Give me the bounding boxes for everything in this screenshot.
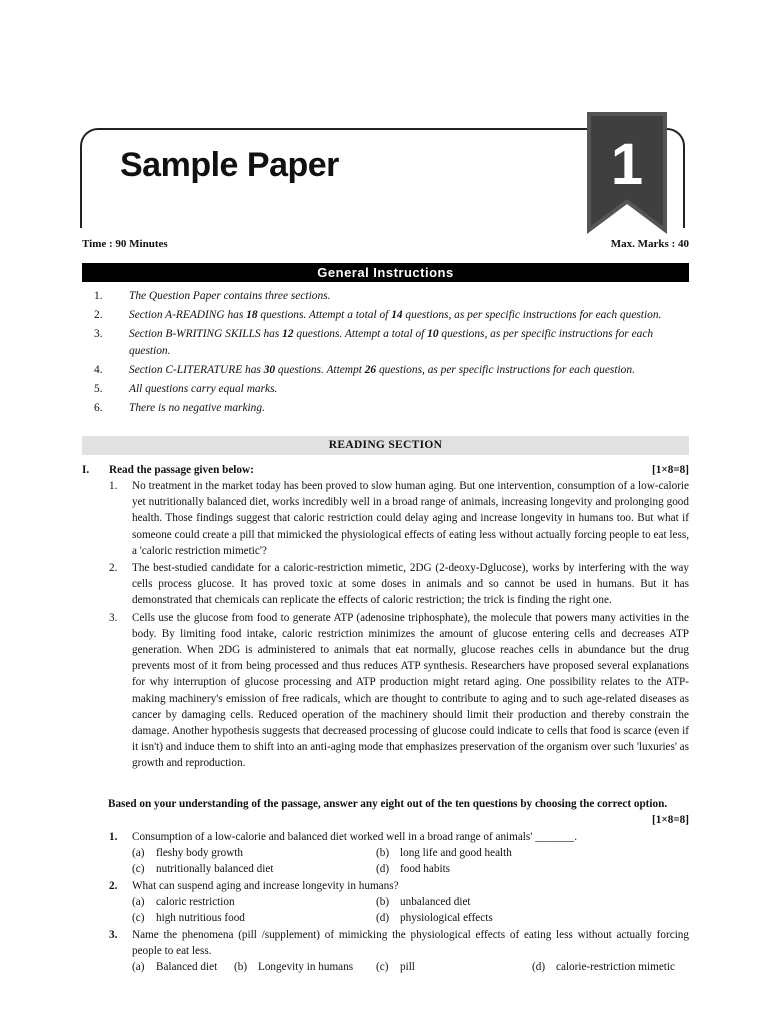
instruction-item <box>82 362 689 379</box>
mcq-text: Consumption of a low-calorie and balanced diet worked well in a broad range of animals' _______. <box>132 831 578 843</box>
max-marks-label: Max. Marks : 40 <box>610 238 689 250</box>
instruction-item <box>82 326 689 359</box>
option-label: (d) <box>532 961 546 973</box>
option-text: fleshy body growth <box>156 847 244 859</box>
instruction-item <box>82 381 689 398</box>
question-number: I. <box>82 464 90 476</box>
option-label: (b) <box>234 961 248 973</box>
mcq-options-row <box>82 845 689 861</box>
option-label: (c) <box>132 912 145 924</box>
option-label: (d) <box>376 912 390 924</box>
paragraph-text: No treatment in the market today has been proved to slow human aging. But one intervention, consumption of a low-calorie yet nutritionally balanced diet, works incredibly well in a broad range of animals, increasing longevity and prolonging good health. Those findings suggest that caloric restriction could delay aging and increase longevity in humans too. But what if someone could create a pill that mimicked the physiological effects of eating less without actually forcing people to eat less, a 'caloric restriction mimetic'? <box>132 480 689 557</box>
paragraph-text: Cells use the glucose from food to generate ATP (adenosine triphosphate), the molecule that powers many activities in the body. By limiting food intake, caloric restriction minimizes the amount of glucose entering cells and decreases ATP generation. When 2DG is administered to animals that eat normally, glucose reaches cells in abundance but the drug prevents most of it from being processed and thus reduces ATP synthesis. Researchers have proposed several explanations for why interruption of glucose processing and ATP production might retard aging. One possibility relates to the ATP-making machinery's emission of free radicals, which are thought to contribute to aging and to such age-related diseases as cancer by damaging cells. Reduced operation of the machinery should limit their production and thereby constrain the damage. Another hypothesis suggests that decreased processing of glucose could indicate to cells that food is scarce (even if it isn't) and induce them to shift into an anti-aging mode that emphasizes preservation of the organism over such 'luxuries' as growth and reproduction. <box>132 611 690 770</box>
paragraph-number: 3. <box>109 611 118 624</box>
option-text: caloric restriction <box>156 896 235 908</box>
mcq-option <box>132 894 235 910</box>
passage-paragraph <box>82 610 689 772</box>
instructions-list <box>82 288 689 419</box>
paragraph-number: 1. <box>109 480 118 492</box>
instruction-number: 5. <box>94 382 103 395</box>
mcq-option <box>376 959 415 975</box>
instruction-text: Section B-WRITING SKILLS has 12 questions. Attempt a total of 10 questions, as per specific instructions for each question. <box>129 328 654 357</box>
instruction-number: 2. <box>94 309 103 321</box>
option-text: food habits <box>400 863 451 875</box>
option-label: (c) <box>376 961 389 973</box>
instruction-text: All questions carry equal marks. <box>129 382 278 395</box>
mcq-number: 3. <box>109 929 118 941</box>
mcq-options-row <box>82 894 689 910</box>
page-title: Sample Paper <box>120 146 339 184</box>
mcq-text: What can suspend aging and increase longevity in humans? <box>132 880 399 892</box>
instruction-text: There is no negative marking. <box>129 401 265 414</box>
option-label: (a) <box>132 896 145 908</box>
instruction-text: Section C-LITERATURE has 30 questions. Attempt 26 questions, as per specific instructions for each question. <box>129 363 635 376</box>
mcq-question <box>82 927 689 975</box>
instruction-item <box>82 400 689 417</box>
mcq-options-row <box>82 861 689 877</box>
option-text: pill <box>400 961 415 973</box>
mcq-text: Name the phenomena (pill /supplement) of mimicking the physiological effects of eating less without actually forcing people to eat less. <box>132 929 689 957</box>
question-marks: [1×8=8] <box>652 464 689 476</box>
instruction-item <box>82 288 689 305</box>
mcq-options-row <box>82 910 689 926</box>
instruction-number: 4. <box>94 363 103 376</box>
option-text: long life and good health <box>400 847 512 859</box>
option-label: (c) <box>132 863 145 875</box>
reading-section-heading: READING SECTION <box>82 436 689 455</box>
option-text: unbalanced diet <box>400 896 471 908</box>
option-label: (a) <box>132 847 145 859</box>
mcq-number: 1. <box>109 831 118 843</box>
mcq-option <box>376 861 450 877</box>
passage-paragraph <box>82 478 689 559</box>
question-header <box>82 462 689 478</box>
instruction-text: The Question Paper contains three sections. <box>129 290 331 302</box>
mcq-question <box>82 829 689 877</box>
mcq-option <box>132 861 273 877</box>
mcq-number: 2. <box>109 880 118 892</box>
mcq-option <box>532 959 675 975</box>
instruction-text: Section A-READING has 18 questions. Attempt a total of 14 questions, as per specific instructions for each question. <box>129 309 662 321</box>
mcq-option <box>376 910 493 926</box>
question-label: Read the passage given below: <box>109 464 254 476</box>
mcq-option <box>132 845 243 861</box>
mcq-question <box>82 878 689 926</box>
meta-row <box>82 238 689 252</box>
instruction-number: 3. <box>94 328 103 340</box>
option-text: physiological effects <box>400 912 493 924</box>
mcq-option <box>132 910 245 926</box>
option-label: (b) <box>376 847 390 859</box>
paragraph-text: The best-studied candidate for a caloric-restriction mimetic, 2DG (2-deoxy-Dglucose), works by interfering with the way cells process glucose. It has proved toxic at some doses in animals and so cannot be used in humans. But it has demonstrated that chemicals can replicate the effects of caloric restriction; the trick is finding the right one. <box>132 562 689 607</box>
option-label: (b) <box>376 896 390 908</box>
instruction-number: 6. <box>94 401 103 414</box>
instruction-marks: [1×8=8] <box>652 814 689 826</box>
option-text: Longevity in humans <box>258 961 354 973</box>
passage <box>82 478 689 773</box>
passage-paragraph <box>82 560 689 609</box>
mcq-option <box>376 845 512 861</box>
option-text: calorie-restriction mimetic <box>556 961 675 973</box>
mcq-option <box>234 959 353 975</box>
mcq-options-row <box>82 959 689 975</box>
paper-number: 1 <box>610 132 644 197</box>
option-text: Balanced diet <box>156 961 218 973</box>
paragraph-number: 2. <box>109 562 118 575</box>
time-label: Time : 90 Minutes <box>82 238 168 250</box>
mcq-list <box>82 829 689 976</box>
option-text: nutritionally balanced diet <box>156 863 274 875</box>
option-label: (d) <box>376 863 390 875</box>
general-instructions-heading: General Instructions <box>82 263 689 282</box>
instruction-item <box>82 307 689 324</box>
mcq-option <box>376 894 471 910</box>
option-label: (a) <box>132 961 145 973</box>
passage-instruction: Based on your understanding of the passage, answer any eight out of the ten questions by choosing the correct option. <box>108 798 668 810</box>
instruction-number: 1. <box>94 290 103 302</box>
mcq-option <box>132 959 217 975</box>
option-text: high nutritious food <box>156 912 245 924</box>
